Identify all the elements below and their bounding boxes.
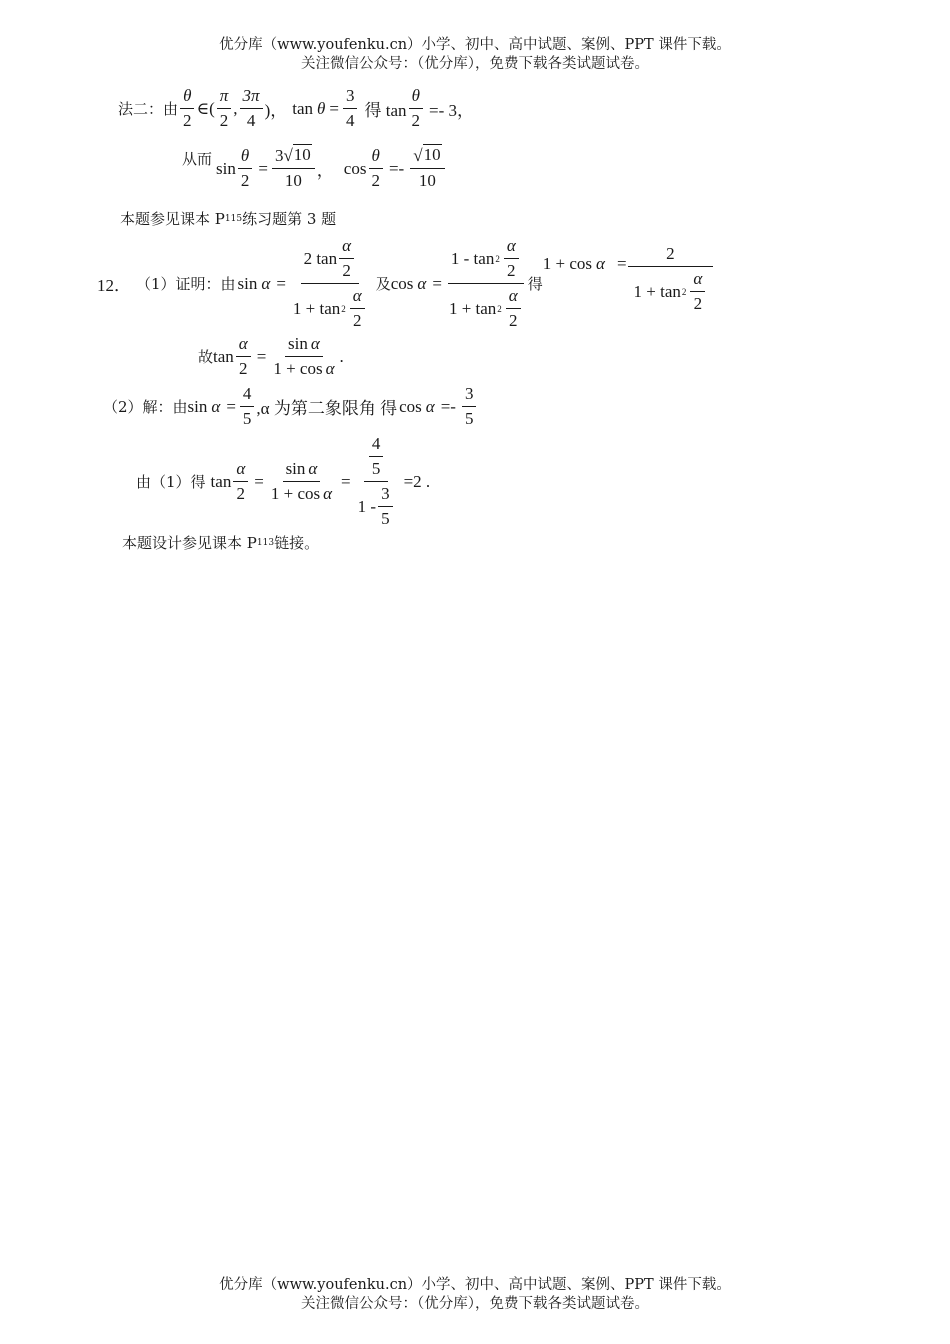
- reference-line-1: 本题参见课本 P 115 练习题第 3 题: [120, 210, 337, 228]
- 3pi-over-4: $\frac{3\pi}{4}$: [240, 84, 263, 133]
- root10-over-10: √ 10 10: [410, 144, 444, 193]
- compound-fraction: $\frac{4}{5}$ 1 - $\frac{3}{5}$: [355, 432, 398, 531]
- sin-over-one-plus-cos-b: sin α 1 + cos α: [270, 459, 333, 503]
- 3root10-over-10: 3 √ 10 10: [272, 144, 315, 193]
- question-number: 12．: [97, 276, 131, 295]
- reference-line-2: 本题设计参见课本 P 113 链接。: [122, 534, 320, 552]
- theta-over-2-c: $\frac{\theta}{2}$: [238, 144, 253, 193]
- de-tan: 得 tan: [364, 101, 407, 120]
- theta-over-2-d: $\frac{\theta}{2}$: [368, 144, 383, 193]
- gu-line: 故 tan $\frac{\alpha}{2}$ = sin α 1 + cos α .: [198, 332, 344, 381]
- 4-over-5: $\frac{4}{5}$: [240, 382, 255, 431]
- from-part1-line: 由（1）得 tan $\frac{\alpha}{2}$ = sin α 1 + cos α = $\frac{4}{5}$ 1 - $\frac{3}{5}$ =2 .: [136, 432, 430, 531]
- page-header-line-2: 关注微信公众号：（优分库），免费下载各类试题试卷。: [301, 56, 649, 72]
- theta-over-2-b: $\frac{\theta}{2}$: [409, 84, 424, 133]
- method2-line: 法二：由 $\frac{\theta}{2}$ ∈( $\frac{\pi}{2}$ , $\frac{3\pi}{4}$ )， tan θ = $\frac{3}{4}$ 得 tan $\frac{\theta}{2}$ =- 3，: [118, 84, 474, 133]
- from-label: 从而: [182, 150, 213, 168]
- sqrt-10-b: √ 10: [413, 145, 441, 165]
- sin-alpha-fraction: 2 tan $\frac{\alpha}{2}$ 1 + tan 2 $\frac{\alpha}{2}$: [290, 234, 370, 333]
- method2-label: 法二：由: [118, 100, 179, 118]
- congerer-line: 从而 sin $\frac{\theta}{2}$ = 3 √ 10 10 ， cos $\frac{\theta}{2}$ =- √ 10 10: [182, 144, 447, 193]
- one-plus-cos-fraction: 2 1 + tan 2 $\frac{\alpha}{2}$: [631, 242, 711, 316]
- cos-alpha-fraction: 1 - tan 2 $\frac{\alpha}{2}$ 1 + tan 2 $\frac{\alpha}{2}$: [446, 234, 526, 333]
- interval-close: )，: [264, 101, 288, 120]
- q12-part1-line: 12． （1）证明：由 sin α = 2 tan $\frac{\alpha}{2}$ 1 + tan 2 $\frac{\alpha}{2}$ 及 cos α = 1 - tan 2 $\frac{\alpha}{2}$ 1 + tan 2 $\frac{\alpha}{2}$ 得 1 + cos α = 2 1 + tan 2 $\frac{\alpha}{2}$: [97, 234, 712, 333]
- 3-over-5: $\frac{3}{5}$: [462, 382, 477, 431]
- 3-over-4: $\frac{3}{4}$: [343, 84, 358, 133]
- q12-part2-line: （2）解：由 sin α = $\frac{4}{5}$ ,α 为第二象限角 得 cos α =- $\frac{3}{5}$: [103, 382, 478, 431]
- theta-over-2: $\frac{\theta}{2}$: [180, 84, 195, 133]
- sqrt-10: √ 10: [283, 145, 311, 165]
- page-footer-line-2: 关注微信公众号：（优分库），免费下载各类试题试卷。: [301, 1296, 649, 1312]
- sin-over-one-plus-cos: sin α 1 + cos α: [273, 334, 335, 378]
- in-interval-open: ∈(: [196, 98, 215, 118]
- page-header-line-1: 优分库（www.youfenku.cn）小学、初中、高中试题、案例、PPT 课件下载。: [219, 37, 731, 53]
- page-footer-line-1: 优分库（www.youfenku.cn）小学、初中、高中试题、案例、PPT 课件下载。: [219, 1277, 731, 1293]
- pi-over-2: $\frac{\pi}{2}$: [217, 84, 232, 133]
